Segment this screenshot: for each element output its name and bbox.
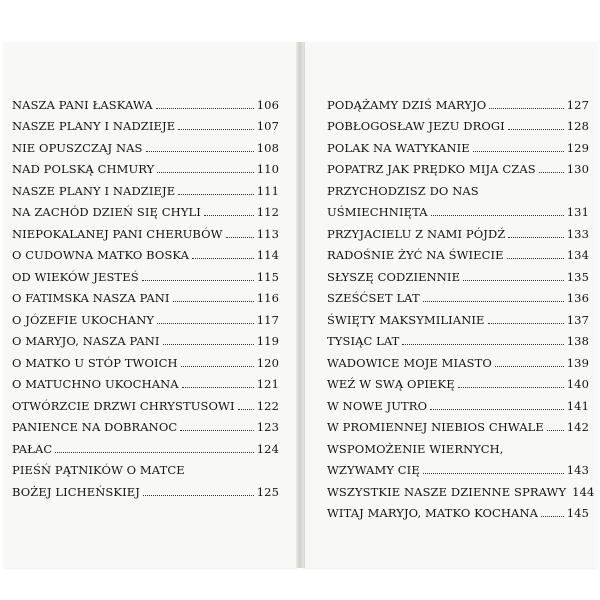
toc-entry — [327, 327, 589, 349]
dot-leader — [157, 172, 253, 173]
dot-leader — [163, 344, 254, 345]
toc-entry-title: W PROMIENNEJ NIEBIOS CHWALE — [327, 420, 544, 434]
toc-entry — [327, 198, 589, 220]
toc-entry — [12, 348, 279, 370]
toc-entry-page-number: 140 — [566, 377, 589, 391]
dot-leader — [431, 215, 564, 216]
toc-entry-page-number: 133 — [566, 226, 589, 241]
toc-entry-title: POPATRZ JAK PRĘDKO MIJA CZAS — [327, 162, 536, 176]
toc-entry — [12, 370, 279, 392]
toc-entry-title: PIEŚŃ PĄTNIKÓW O MATCE — [12, 463, 185, 477]
dot-leader — [55, 452, 253, 453]
toc-entry-title: O JÓZEFIE UKOCHANY — [12, 312, 155, 327]
dot-leader — [541, 516, 564, 517]
toc-entry-page-number: 141 — [566, 398, 589, 413]
toc-entry-title: OTWÓRZCIE DRZWI CHRYSTUSOWI — [12, 398, 235, 413]
toc-entry — [327, 370, 589, 392]
toc-entry-title: O MARYJO, NASZA PANI — [12, 334, 160, 348]
dot-leader — [146, 151, 254, 152]
dot-leader — [178, 129, 254, 130]
dot-leader — [143, 495, 254, 496]
right-page — [304, 42, 597, 568]
toc-entry-title: NASZE PLANY I NADZIEJE — [12, 119, 176, 133]
toc-entry-title: O MATKO U STÓP TWOICH — [12, 355, 178, 370]
toc-entry-page-number: 111 — [256, 183, 279, 198]
toc-entry-title: WSZYSTKIE NASZE DZIENNE SPRAWY — [327, 484, 567, 499]
toc-entry-title: WSPOMOŻENIE WIERNYCH, — [327, 441, 504, 456]
toc-entry-title: WEŹ W SWĄ OPIEKĘ — [327, 377, 455, 391]
toc-entry-title: NASZA PANI ŁASKAWA — [12, 97, 153, 112]
toc-entry-page-number: 125 — [256, 484, 279, 499]
toc-entry — [327, 477, 595, 499]
dot-leader — [547, 430, 564, 431]
dot-leader — [508, 129, 564, 130]
toc-entry — [12, 133, 279, 155]
toc-entry — [327, 133, 589, 155]
toc-entry-page-number: 129 — [566, 140, 589, 155]
toc-entry-title: NIE OPUSZCZAJ NAS — [12, 140, 143, 155]
toc-entry-title: SŁYSZĘ CODZIENNIE — [327, 269, 461, 284]
toc-entry-title: POBŁOGOSŁAW JEZU DROGI — [327, 119, 505, 133]
toc-entry-page-number: 134 — [566, 248, 589, 262]
toc-entry-title: O CUDOWNA MATKO BOSKA — [12, 248, 190, 262]
toc-list-left — [12, 90, 279, 499]
toc-entry-page-number: 110 — [256, 162, 279, 176]
dot-leader — [423, 473, 564, 474]
toc-entry-title: WADOWICE MOJE MIASTO — [327, 355, 492, 370]
toc-entry-page-number: 119 — [256, 334, 279, 348]
toc-entry — [12, 176, 279, 198]
toc-entry-title: PANIENCE NA DOBRANOC — [12, 420, 178, 434]
toc-entry-page-number: 108 — [256, 140, 279, 155]
toc-entry-page-number: 113 — [256, 226, 279, 241]
dot-leader — [182, 387, 254, 388]
toc-entry — [327, 176, 589, 198]
toc-list-right — [327, 90, 595, 520]
dot-leader — [192, 258, 254, 259]
dot-leader — [430, 409, 564, 410]
dot-leader — [507, 258, 564, 259]
toc-entry-title: ŚWIĘTY MAKSYMILIANIE — [327, 312, 485, 327]
toc-entry-page-number: 124 — [256, 441, 279, 456]
dot-leader — [508, 237, 563, 238]
toc-entry — [12, 241, 279, 263]
toc-entry — [327, 305, 589, 327]
toc-entry-page-number: 136 — [566, 291, 589, 305]
toc-entry-title: O FATIMSKA NASZA PANI — [12, 291, 170, 305]
toc-entry — [327, 155, 589, 177]
toc-entry-page-number: 130 — [566, 162, 589, 176]
book-gutter — [296, 42, 304, 568]
dot-leader — [181, 366, 254, 367]
toc-entry-page-number: 114 — [256, 248, 279, 262]
toc-entry — [12, 90, 279, 112]
left-page — [4, 42, 297, 568]
dot-leader — [458, 387, 564, 388]
toc-entry-page-number: 128 — [566, 119, 589, 133]
toc-entry — [327, 262, 589, 284]
toc-entry — [327, 348, 589, 370]
toc-entry-page-number: 144 — [572, 484, 595, 499]
toc-entry-page-number: 107 — [256, 119, 279, 133]
toc-entry-page-number: 116 — [256, 291, 279, 305]
toc-entry-title: PRZYJACIELU Z NAMI PÓJDŹ — [327, 226, 506, 241]
dot-leader — [204, 215, 254, 216]
toc-entry-title: BOŻEJ LICHEŃSKIEJ — [12, 484, 140, 499]
toc-entry-page-number: 117 — [256, 312, 279, 327]
dot-leader — [180, 430, 253, 431]
toc-entry — [12, 198, 279, 220]
toc-entry-title: PRZYCHODZISZ DO NAS — [327, 183, 479, 198]
dot-leader — [463, 280, 564, 281]
dot-leader — [423, 301, 564, 302]
dot-leader — [495, 366, 564, 367]
toc-entry-page-number: 137 — [566, 312, 589, 327]
toc-entry — [12, 155, 279, 177]
toc-entry — [12, 434, 279, 456]
toc-entry-title: NAD POLSKĄ CHMURY — [12, 162, 155, 176]
toc-entry-page-number: 143 — [566, 463, 589, 477]
dot-leader — [488, 323, 564, 324]
dot-leader — [178, 194, 254, 195]
toc-entry-title: PAŁAC — [12, 441, 53, 456]
toc-entry — [327, 112, 589, 134]
dot-leader — [156, 108, 254, 109]
toc-entry — [327, 219, 589, 241]
toc-entry-page-number: 127 — [566, 97, 589, 112]
toc-entry-page-number: 145 — [566, 506, 589, 520]
toc-entry-title: NA ZACHÓD DZIEŃ SIĘ CHYLI — [12, 205, 201, 219]
toc-entry-page-number: 106 — [256, 97, 279, 112]
toc-entry-title: NIEPOKALANEJ PANI CHERUBÓW — [12, 226, 223, 241]
dot-leader — [539, 172, 564, 173]
toc-entry-page-number: 123 — [256, 420, 279, 434]
toc-entry — [12, 413, 279, 435]
toc-entry — [12, 327, 279, 349]
toc-entry-title: W NOWE JUTRO — [327, 398, 428, 413]
toc-entry — [327, 284, 589, 306]
toc-entry — [327, 413, 589, 435]
dot-leader — [226, 237, 254, 238]
toc-entry-title: O MATUCHNO UKOCHANA — [12, 377, 179, 391]
toc-entry — [12, 305, 279, 327]
toc-entry-page-number: 131 — [566, 205, 589, 219]
toc-entry-title: OD WIEKÓW JESTEŚ — [12, 269, 139, 284]
toc-entry-page-number: 115 — [256, 269, 279, 284]
toc-entry-page-number: 142 — [566, 420, 589, 434]
toc-entry — [327, 456, 589, 478]
dot-leader — [173, 301, 254, 302]
dot-leader — [473, 151, 564, 152]
toc-entry-title: SZEŚĆSET LAT — [327, 291, 420, 305]
toc-entry-title: RADOŚNIE ŻYĆ NA ŚWIECIE — [327, 248, 504, 262]
dot-leader — [157, 323, 254, 324]
dot-leader — [142, 280, 254, 281]
toc-entry-title: POLAK NA WATYKANIE — [327, 140, 470, 155]
toc-entry — [12, 262, 279, 284]
toc-entry-page-number: 135 — [566, 269, 589, 284]
toc-entry-title: NASZE PLANY I NADZIEJE — [12, 183, 176, 198]
dot-leader — [238, 409, 254, 410]
toc-entry — [12, 477, 279, 499]
toc-entry-title: WZYWAMY CIĘ — [327, 463, 420, 477]
toc-entry — [12, 219, 279, 241]
toc-entry — [12, 112, 279, 134]
toc-entry-title: WITAJ MARYJO, MATKO KOCHANA — [327, 506, 539, 520]
toc-entry-title: TYSIĄC LAT — [327, 334, 400, 348]
toc-entry — [12, 391, 279, 413]
dot-leader — [402, 344, 563, 345]
toc-entry-page-number: 122 — [256, 398, 279, 413]
toc-entry — [327, 241, 589, 263]
toc-entry — [12, 284, 279, 306]
toc-entry-page-number: 121 — [256, 377, 279, 391]
toc-entry-title: PODĄŻAMY DZIŚ MARYJO — [327, 97, 487, 112]
toc-entry — [12, 456, 279, 478]
toc-entry-page-number: 139 — [566, 355, 589, 370]
dot-leader — [489, 108, 563, 109]
toc-entry — [327, 391, 589, 413]
toc-entry — [327, 434, 589, 456]
toc-entry-page-number: 120 — [256, 355, 279, 370]
toc-entry-page-number: 112 — [256, 205, 279, 219]
toc-entry-page-number: 138 — [566, 334, 589, 348]
toc-entry — [327, 90, 589, 112]
toc-entry-title: UŚMIECHNIĘTA — [327, 205, 428, 219]
toc-entry — [327, 499, 589, 521]
